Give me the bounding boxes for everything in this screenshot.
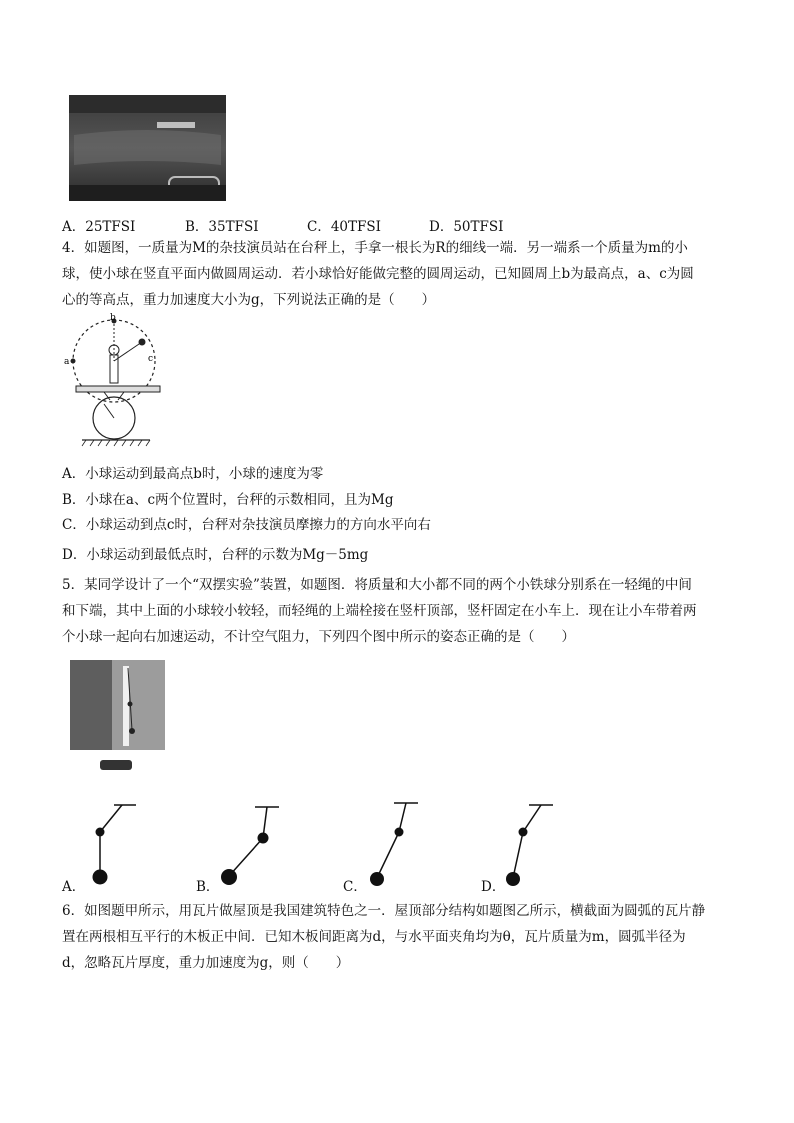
label-b: b [110,313,116,323]
double-pendulum-photo [70,660,165,782]
q5-choice-c-figure [362,798,422,890]
q3-option-a: A．25TFSI [62,219,136,235]
q5-stem-line: 和下端，其中上面的小球较小较轻，而轻绳的上端栓接在竖杆顶部，竖杆固定在小车上．现在让小车带着两 [62,603,697,619]
q5-choice-a-label: A． [62,879,86,895]
q4-stem-line: 球，使小球在竖直平面内做圆周运动．若小球恰好能做完整的圆周运动，已知圆周上b为最高点，a、c为圆 [62,266,694,282]
q4-option-a: A．小球运动到最高点b时，小球的速度为零 [62,466,324,482]
q4-stem-line: 4．如题图，一质量为M的杂技演员站在台秤上，手拿一根长为R的细线一端．另一端系一个质量为m的小 [62,240,688,256]
q4-stem-line: 心的等高点，重力加速度大小为g，下列说法正确的是（ ） [62,292,436,308]
q5-stem [62,572,737,650]
q4-option-b: B．小球在a、c两个位置时，台秤的示数相同，且为Mg [62,492,394,508]
q3-option-d: D．50TFSI [429,219,504,235]
label-c: c [148,354,154,364]
q4-option-c: C．小球运动到点c时，台秤对杂技演员摩擦力的方向水平向右 [62,517,431,533]
q6-stem [62,898,737,976]
q4-stem [62,235,737,313]
q5-choice-c-label: C． [343,879,367,895]
q3-option-c: C．40TFSI [307,219,381,235]
q5-choice-b-label: B． [196,879,220,895]
q6-stem-line: 6．如图题甲所示，用瓦片做屋顶是我国建筑特色之一．屋顶部分结构如题图乙所示，横截面为圆弧的瓦片静 [62,903,706,919]
q5-stem-line: 5．某同学设计了一个“双摆实验”装置，如题图．将质量和大小都不同的两个小铁球分别系在一轻绳的中间 [62,577,692,593]
car-rear-photo [69,95,226,201]
q6-stem-line: 置在两根相互平行的木板正中间．已知木板间距离为d，与水平面夹角均为θ，瓦片质量为m，圆弧半径为 [62,929,686,945]
q4-acrobat-figure [62,312,162,454]
q6-stem-line: d，忽略瓦片厚度，重力加速度为g，则（ ） [62,955,350,971]
q5-choice-d-label: D． [481,879,506,895]
q5-choice-d-figure [499,800,559,890]
q3-option-b: B．35TFSI [185,219,259,235]
q4-option-d: D．小球运动到最低点时，台秤的示数为Mg－5mg [62,547,369,563]
q5-choice-a-figure [86,800,146,890]
q5-stem-line: 个小球一起向右加速运动，不计空气阻力，下列四个图中所示的姿态正确的是（ ） [62,629,575,645]
q5-choice-b-figure [215,802,290,890]
label-a: a [64,357,70,367]
